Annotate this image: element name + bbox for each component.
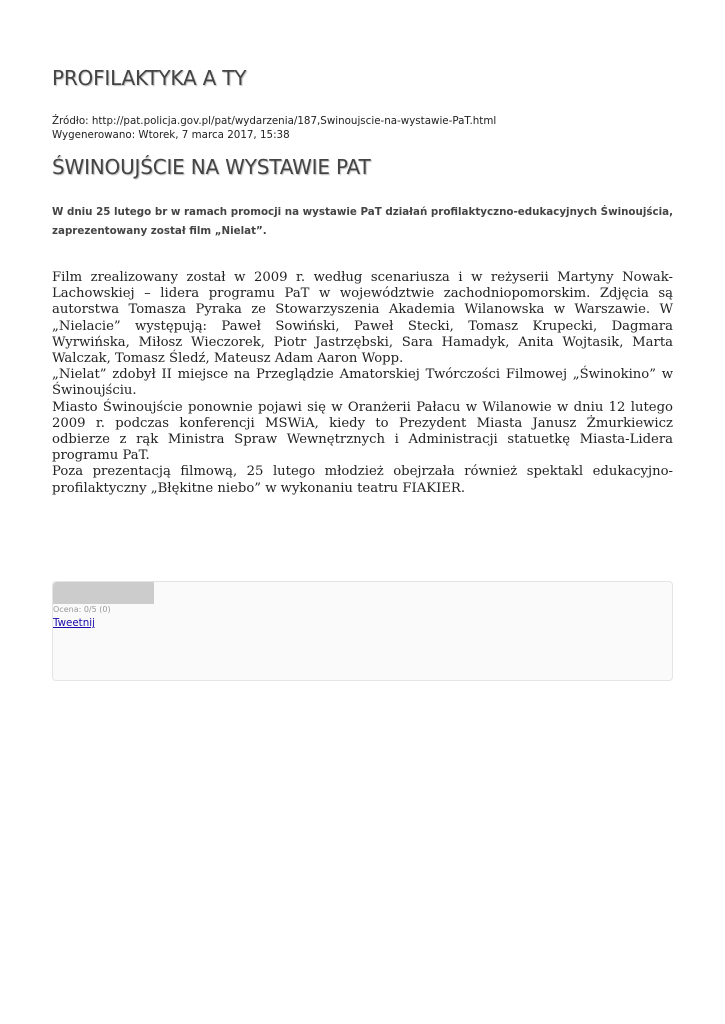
generated-line: Wygenerowano: Wtorek, 7 marca 2017, 15:38 [52,129,290,141]
rating-stars-bar[interactable] [53,582,154,604]
section-title: PROFILAKTYKA A TY [52,66,247,90]
tweet-link[interactable]: Tweetnij [53,617,95,629]
article-paragraph: Poza prezentacją filmową, 25 lutego młodzież obejrzała również spektakl edukacyjno-profilaktyczny „Błękitne niebo” w wykonaniu teatru FIAKIER. [52,464,673,496]
source-line: Źródło: http://pat.policja.gov.pl/pat/wydarzenia/187,Swinoujscie-na-wystawie-PaT.html [52,115,497,127]
article-paragraph: Film zrealizowany został w 2009 r. według scenariusza i w reżyserii Martyny Nowak-Lachowskiej – lidera programu PaT w województwie zachodniopomorskim. Zdjęcia są autorstwa Tomasza Pyraka ze Stowarzyszenia Akademia Wilanowska w Warszawie. W „Nielacie” występują: Paweł Sowiński, Paweł Stecki, Tomasz Krupecki, Dagmara Wyrwińska, Miłosz Wieczorek, Piotr Jastrzębski, Sara Hamadyk, Anita Wojtasik, Marta Walczak, Tomasz Śledź, Mateusz Adam Aaron Wopp. [52,270,673,367]
article-paragraph: Miasto Świnoujście ponownie pojawi się w Oranżerii Pałacu w Wilanowie w dniu 12 lutego 2009 r. podczas konferencji MSWiA, kiedy to Prezydent Miasta Janusz Żmurkiewicz odbierze z rąk Ministra Spraw Wewnętrznych i Administracji statuetkę Miasta-Lidera programu PaT. [52,399,673,464]
rating-text: Ocena: 0/5 (0) [53,605,111,614]
article-body [52,270,673,497]
article-title: ŚWINOUJŚCIE NA WYSTAWIE PAT [52,155,371,179]
article-paragraph: „Nielat” zdobył II miejsce na Przeglądzie Amatorskiej Twórczości Filmowej „Świnokino” w Świnoujściu. [52,367,673,399]
article-lead: W dniu 25 lutego br w ramach promocji na wystawie PaT działań profilaktyczno-edukacyjnych Świnoujścia, zaprezentowany został film „Nielat”. [52,206,673,237]
document-meta [52,114,496,142]
rating-share-box [52,581,673,681]
